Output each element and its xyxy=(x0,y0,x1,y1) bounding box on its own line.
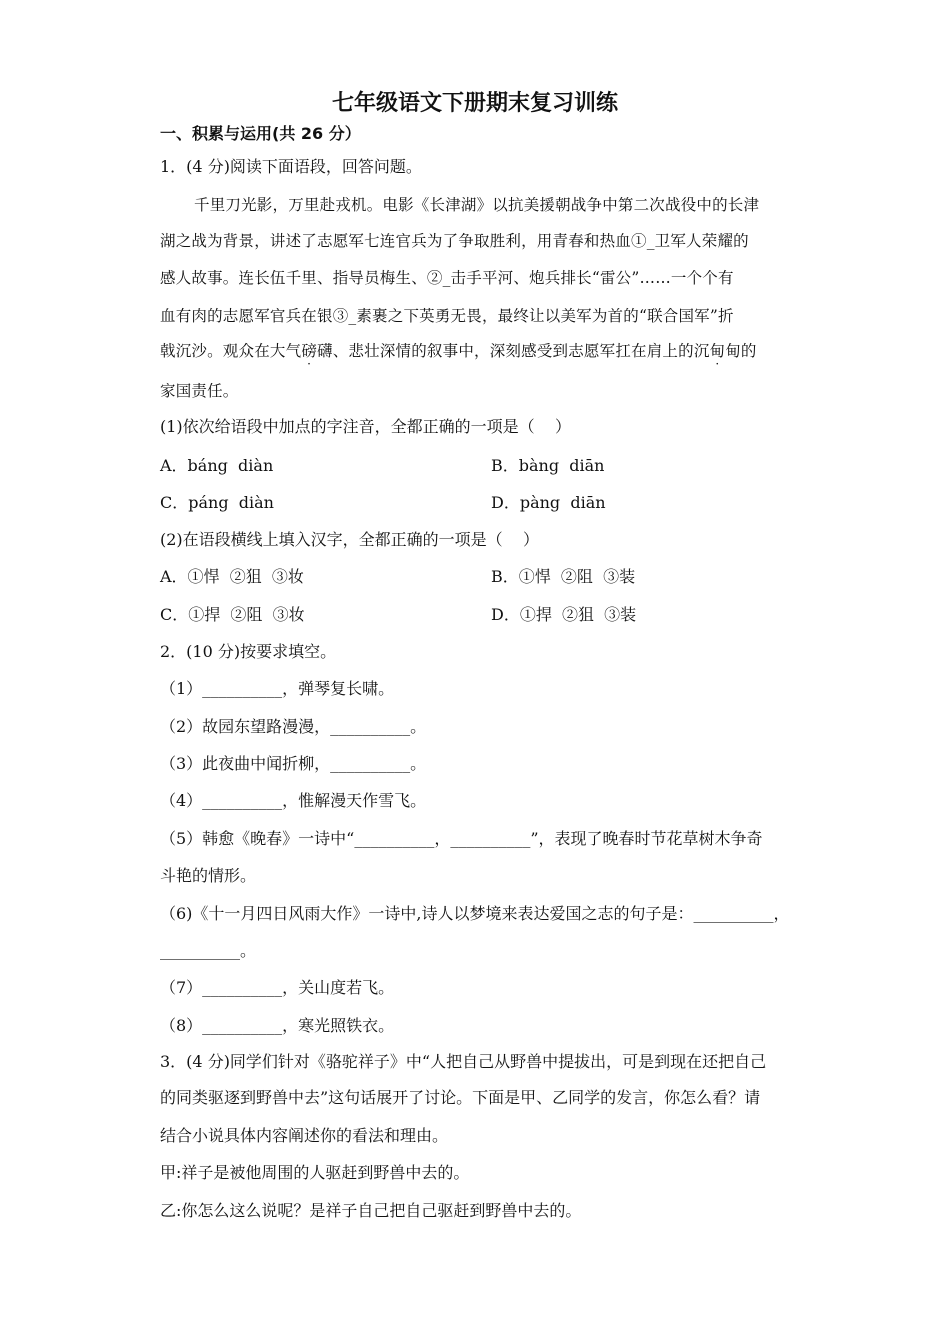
q3-jia: 甲:祥子是被他周围的人驱赶到野兽中去的。 xyxy=(160,1163,470,1182)
passage-text: 礴、悲壮深情的叙事中，深刻感受到志愿军扛在肩上的沉 xyxy=(317,342,710,360)
option-b: B．①悍 ②阻 ③装 xyxy=(491,567,636,586)
passage-line: 血有肉的志愿军官兵在银③_素裹之下英勇无畏，最终让以美军为首的“联合国军”折 xyxy=(160,307,734,325)
option-a: A．①悍 ②狙 ③妆 xyxy=(160,567,304,586)
fill-item: （4）__________，惟解漫天作雪飞。 xyxy=(160,791,427,810)
dotted-char: 甸 xyxy=(709,342,726,360)
fill-item: （1）__________，弹琴复长啸。 xyxy=(160,679,395,698)
fill-item: （6)《十一月四日风雨大作》一诗中,诗人以梦境来表达爱国之志的句子是：__________， xyxy=(160,904,790,923)
page-title: 七年级语文下册期末复习训练 xyxy=(331,91,618,116)
q1-stem: 1．(4 分)阅读下面语段，回答问题。 xyxy=(160,157,422,176)
q3-stem: 的同类驱逐到野兽中去”这句话展开了讨论。下面是甲、乙同学的发言，你怎么看？请 xyxy=(160,1088,761,1107)
passage-text: 甸的 xyxy=(725,342,757,360)
q3-stem: 3．(4 分)同学们针对《骆驼祥子》中“人把自己从野兽中提拔出，可是到现在还把自己 xyxy=(160,1052,767,1071)
passage-line: 感人故事。连长伍千里、指导员梅生、②_击手平河、炮兵排长“雷公”……一个个有 xyxy=(160,269,734,287)
option-d: D．①捍 ②狙 ③装 xyxy=(491,605,637,624)
fill-item: （5）韩愈《晚春》一诗中“__________，__________”，表现了晚春时节花草树木争奇 xyxy=(160,829,763,848)
q2-stem: 2．(10 分)按要求填空。 xyxy=(160,642,337,661)
passage-text: 戟沉沙。观众在大气 xyxy=(160,342,302,360)
option-b: B．bàng diān xyxy=(491,456,605,475)
q3-stem: 结合小说具体内容阐述你的看法和理由。 xyxy=(160,1126,449,1145)
q1-sub1: (1)依次给语段中加点的字注音，全都正确的一项是（ ） xyxy=(160,417,572,436)
option-c: C．①捍 ②阻 ③妆 xyxy=(160,605,305,624)
passage-line xyxy=(160,341,757,361)
q1-sub2: (2)在语段横线上填入汉字，全都正确的一项是（ ） xyxy=(160,530,540,549)
fill-item: （7）__________，关山度若飞。 xyxy=(160,978,395,997)
fill-item: （2）故园东望路漫漫，__________。 xyxy=(160,717,427,736)
passage-line: 湖之战为背景，讲述了志愿军七连官兵为了争取胜利，用青春和热血①_卫军人荣耀的 xyxy=(160,232,749,250)
option-a: A．báng diàn xyxy=(160,456,274,475)
option-d: D．pàng diān xyxy=(491,493,606,512)
fill-item: （3）此夜曲中闻折柳，__________。 xyxy=(160,754,427,773)
passage-line: 家国责任。 xyxy=(160,382,239,400)
fill-item: （8）__________，寒光照铁衣。 xyxy=(160,1016,395,1035)
q3-yi: 乙:你怎么这么说呢？是祥子自己把自己驱赶到野兽中去的。 xyxy=(160,1201,582,1220)
section-heading: 一、积累与运用(共 26 分） xyxy=(160,124,361,143)
passage-line: 千里刀光影，万里赴戎机。电影《长津湖》以抗美援朝战争中第二次战役中的长津 xyxy=(194,196,760,214)
dotted-char: 磅 xyxy=(301,342,318,360)
fill-item: __________。 xyxy=(160,941,257,960)
option-c: C．páng diàn xyxy=(160,493,274,512)
fill-item: 斗艳的情形。 xyxy=(160,866,257,885)
